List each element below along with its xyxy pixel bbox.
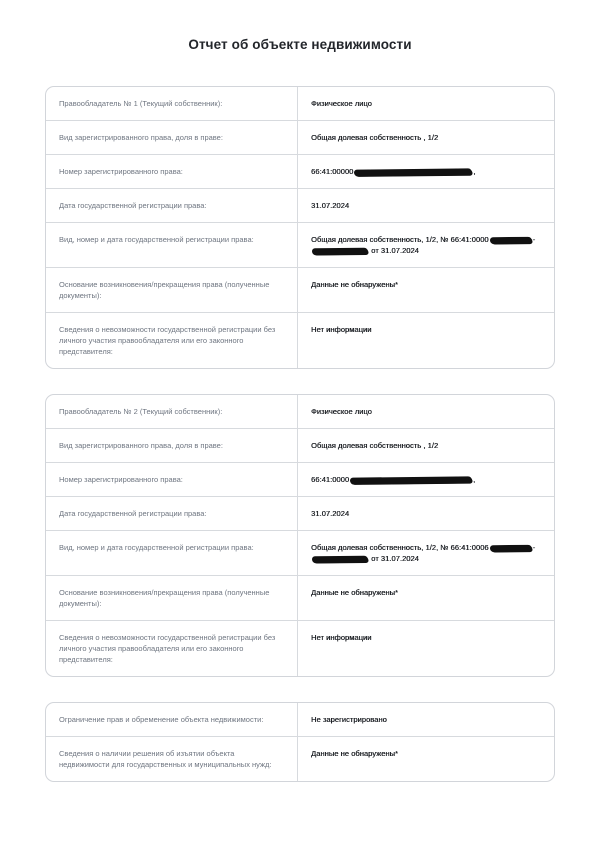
value-text: 66:41:00000 (311, 167, 354, 176)
tables (45, 86, 555, 782)
row-value (298, 531, 554, 575)
row-label: Правообладатель № 2 (Текущий собственник): (46, 395, 298, 428)
row-label: Вид, номер и дата государственной регистрации права: (46, 223, 298, 267)
redaction-bar (350, 476, 472, 484)
table-row (46, 222, 554, 267)
table-row (46, 530, 554, 575)
value-text: от 31.07.2024 (369, 246, 419, 255)
table-row (46, 736, 554, 781)
row-label: Вид зарегистрированного права, доля в праве: (46, 429, 298, 462)
page-title: Отчет об объекте недвижимости (188, 37, 412, 52)
row-label: Дата государственной регистрации права: (46, 497, 298, 530)
value-text: 66:41:0000 (311, 475, 350, 484)
row-label: Сведения о невозможности государственной регистрации без личного участия правообладателя или его законного представителя: (46, 621, 298, 676)
owner-2-card (45, 394, 555, 677)
value-text: Нет информации (311, 633, 372, 642)
row-value (298, 429, 554, 462)
value-text: Общая долевая собственность , 1/2 (311, 133, 439, 142)
row-value (298, 268, 554, 312)
redaction-bar (312, 555, 368, 562)
row-value (298, 463, 554, 496)
table-row (46, 267, 554, 312)
row-value (298, 121, 554, 154)
row-label: Вид, номер и дата государственной регистрации права: (46, 531, 298, 575)
row-label: Сведения о наличии решения об изъятии объекта недвижимости для государственных и муниципальных нужд: (46, 737, 298, 781)
value-text: 31.07.2024 (311, 509, 350, 518)
row-value (298, 189, 554, 222)
table-row (46, 120, 554, 154)
value-text: Данные не обнаружены* (311, 280, 398, 289)
row-label: Дата государственной регистрации права: (46, 189, 298, 222)
row-label: Номер зарегистрированного права: (46, 463, 298, 496)
value-text: 31.07.2024 (311, 201, 350, 210)
table-row (46, 154, 554, 188)
row-label: Основание возникновения/прекращения права (полученные документы): (46, 268, 298, 312)
row-label: Ограничение прав и обременение объекта недвижимости: (46, 703, 298, 736)
row-value (298, 223, 554, 267)
row-value (298, 737, 554, 781)
owner-1-card (45, 86, 555, 369)
value-text: - (532, 235, 536, 244)
table-row (46, 575, 554, 620)
row-label: Вид зарегистрированного права, доля в праве: (46, 121, 298, 154)
table-row (46, 312, 554, 368)
value-text: Данные не обнаружены* (311, 749, 398, 758)
row-label: Номер зарегистрированного права: (46, 155, 298, 188)
value-text: Не зарегистрировано (311, 715, 387, 724)
encumbrances-card (45, 702, 555, 782)
row-value (298, 395, 554, 428)
value-text: Физическое лицо (311, 99, 372, 108)
value-text: Данные не обнаружены* (311, 588, 398, 597)
table-row (46, 620, 554, 676)
row-value (298, 155, 554, 188)
table-row (46, 428, 554, 462)
row-value (298, 576, 554, 620)
row-value (298, 703, 554, 736)
row-label: Основание возникновения/прекращения права (полученные документы): (46, 576, 298, 620)
table-row (46, 87, 554, 120)
value-text: от 31.07.2024 (369, 554, 419, 563)
row-value (298, 313, 554, 368)
table-row (46, 496, 554, 530)
redaction-bar (354, 168, 472, 176)
redaction-bar (312, 247, 368, 254)
row-label: Сведения о невозможности государственной регистрации без личного участия правообладателя или его законного представителя: (46, 313, 298, 368)
row-value (298, 497, 554, 530)
value-text: , (473, 475, 476, 484)
value-text: Общая долевая собственность , 1/2 (311, 441, 439, 450)
redaction-bar (489, 544, 531, 551)
row-value (298, 87, 554, 120)
value-text: Нет информации (311, 325, 372, 334)
value-text: - (532, 543, 536, 552)
row-label: Правообладатель № 1 (Текущий собственник): (46, 87, 298, 120)
table-row (46, 462, 554, 496)
table-row (46, 188, 554, 222)
value-text: Общая долевая собственность, 1/2, № 66:41:0000 (311, 235, 489, 244)
redaction-bar (489, 236, 531, 243)
value-text: Физическое лицо (311, 407, 372, 416)
row-value (298, 621, 554, 676)
table-row (46, 703, 554, 736)
value-text: Общая долевая собственность, 1/2, № 66:41:0006 (311, 543, 489, 552)
value-text: , (473, 167, 476, 176)
table-row (46, 395, 554, 428)
